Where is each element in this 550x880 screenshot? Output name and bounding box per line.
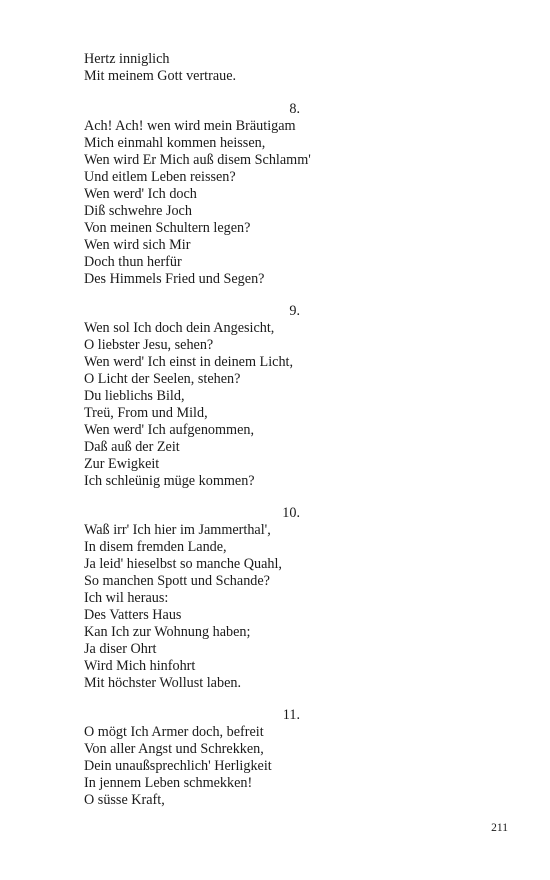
stanza-8 (84, 118, 504, 288)
verse-line: Mich einmahl kommen heissen, (84, 135, 266, 151)
stanza-number: 8. (289, 101, 300, 117)
verse-line: Wen wird Er Mich auß disem Schlamm' (84, 152, 311, 168)
verse-line: Von aller Angst und Schrekken, (84, 741, 264, 757)
verse-line: O mögt Ich Armer doch, befreit (84, 724, 264, 740)
verse-line: Wen werd' Ich aufgenommen, (84, 422, 255, 438)
stanza-11 (84, 724, 504, 809)
verse-line: Ja leid' hieselbst so manche Quahl, (84, 556, 282, 572)
stanza-number: 9. (289, 303, 300, 319)
stanza-number: 11. (282, 707, 300, 723)
verse-line: Des Vatters Haus (84, 607, 182, 623)
verse-line: Du lieblichs Bild, (84, 388, 185, 404)
verse-line: Kan Ich zur Wohnung haben; (84, 624, 251, 640)
verse-line: O liebster Jesu, sehen? (84, 337, 214, 353)
page-number: 211 (491, 822, 508, 834)
verse-line: Daß auß der Zeit (84, 439, 180, 455)
verse-line: Ja diser Ohrt (84, 641, 157, 657)
stanza-9 (84, 320, 504, 490)
verse-line: Zur Ewigkeit (84, 456, 160, 472)
verse-line: Ich schleünig müge kommen? (84, 473, 255, 489)
verse-line: Hertz inniglich (84, 51, 170, 67)
verse-line: Diß schwehre Joch (84, 203, 192, 219)
verse-line: Doch thun herfür (84, 254, 182, 270)
verse-line: Ich wil heraus: (84, 590, 169, 606)
verse-line: Wen sol Ich doch dein Angesicht, (84, 320, 275, 336)
verse-line: So manchen Spott und Schande? (84, 573, 270, 589)
verse-line: Waß irr' Ich hier im Jammerthal', (84, 522, 271, 538)
verse-line: Wen wird sich Mir (84, 237, 191, 253)
verse-line: Dein unaußsprechlich' Herligkeit (84, 758, 272, 774)
intro-lines (84, 51, 504, 85)
verse-line: Wen werd' Ich doch (84, 186, 197, 202)
verse-line: O süsse Kraft, (84, 792, 165, 808)
verse-line: Mit meinem Gott vertraue. (84, 68, 237, 84)
verse-line: Wen werd' Ich einst in deinem Licht, (84, 354, 294, 370)
verse-line: In jennem Leben schmekken! (84, 775, 253, 791)
stanza-number: 10. (282, 505, 300, 521)
verse-line: Treü, From und Mild, (84, 405, 208, 421)
verse-line: Des Himmels Fried und Segen? (84, 271, 265, 287)
verse-line: O Licht der Seelen, stehen? (84, 371, 241, 387)
stanza-10 (84, 522, 504, 692)
verse-line: Von meinen Schultern legen? (84, 220, 251, 236)
verse-line: Und eitlem Leben reissen? (84, 169, 236, 185)
verse-line: In disem fremden Lande, (84, 539, 227, 555)
verse-line: Ach! Ach! wen wird mein Bräutigam (84, 118, 296, 134)
verse-line: Mit höchster Wollust laben. (84, 675, 242, 691)
verse-line: Wird Mich hinfohrt (84, 658, 196, 674)
